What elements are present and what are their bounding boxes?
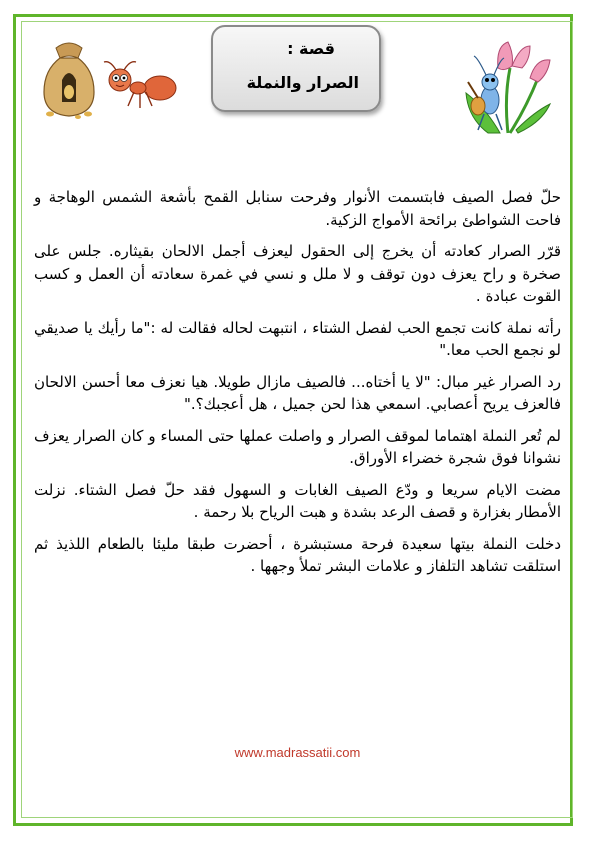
story-paragraph-7: دخلت النملة بيتها سعيدة فرحة مستبشرة ، أحضرت طبقا مليئا بالطعام اللذيذ ثم استلقت تشاهد التلفاز و علامات البشر تملأ وجهها .	[34, 534, 561, 575]
story-label: قصة :	[287, 39, 335, 58]
story-paragraph-5: لم تُعر النملة اهتماما لموقف الصرار و واصلت عملها حتى المساء و كان الصرار يعزف نشوانا فوق شجرة خضراء الأوراق.	[34, 426, 561, 467]
wheat-sack-icon	[38, 40, 100, 120]
story-title-box	[211, 25, 381, 112]
ant-icon	[98, 58, 180, 110]
story-paragraph-3: رأته نملة كانت تجمع الحب لفصل الشتاء ، انتبهت لحاله فقالت له :"ما رأيك يا صديقي لو نجمع الحب معا."	[34, 318, 561, 359]
website-link[interactable]: www.madrassatii.com	[234, 745, 361, 760]
story-paragraph-2: قرّر الصرار كعادته أن يخرج إلى الحقول ليعزف أجمل الالحان بقيثاره. جلس على صخرة و راح يعزف دون توقف و لا ملل و نسي في غمرة سعادته أن العمل و كسب القوت عبادة .	[34, 242, 561, 305]
story-body	[34, 186, 561, 587]
story-title: الصرار والنملة	[246, 73, 359, 92]
story-paragraph-4: رد الصرار غير مبال: "لا يا أختاه... فالصيف مازال طويلا. هيا نعزف معا أحسن الالحان فالعزف يريح أعصابي. اسمعي هذا لحن جميل ، هل أعجبك؟."	[34, 372, 561, 413]
story-paragraph-1: حلّ فصل الصيف فابتسمت الأنوار وفرحت سنابل القمح بأشعة الشمس الوهاجة و فاحت الشواطئ برائحة الأمواج الزكية.	[34, 188, 561, 229]
story-paragraph-6: مضت الايام سريعا و ودّع الصيف الغابات و السهول فقد حلّ فصل الشتاء. نزلت الأمطار بغزارة و قصف الرعد بشدة و هبت الرياح بلا رحمة .	[34, 480, 561, 521]
cricket-flower-icon	[438, 38, 558, 138]
